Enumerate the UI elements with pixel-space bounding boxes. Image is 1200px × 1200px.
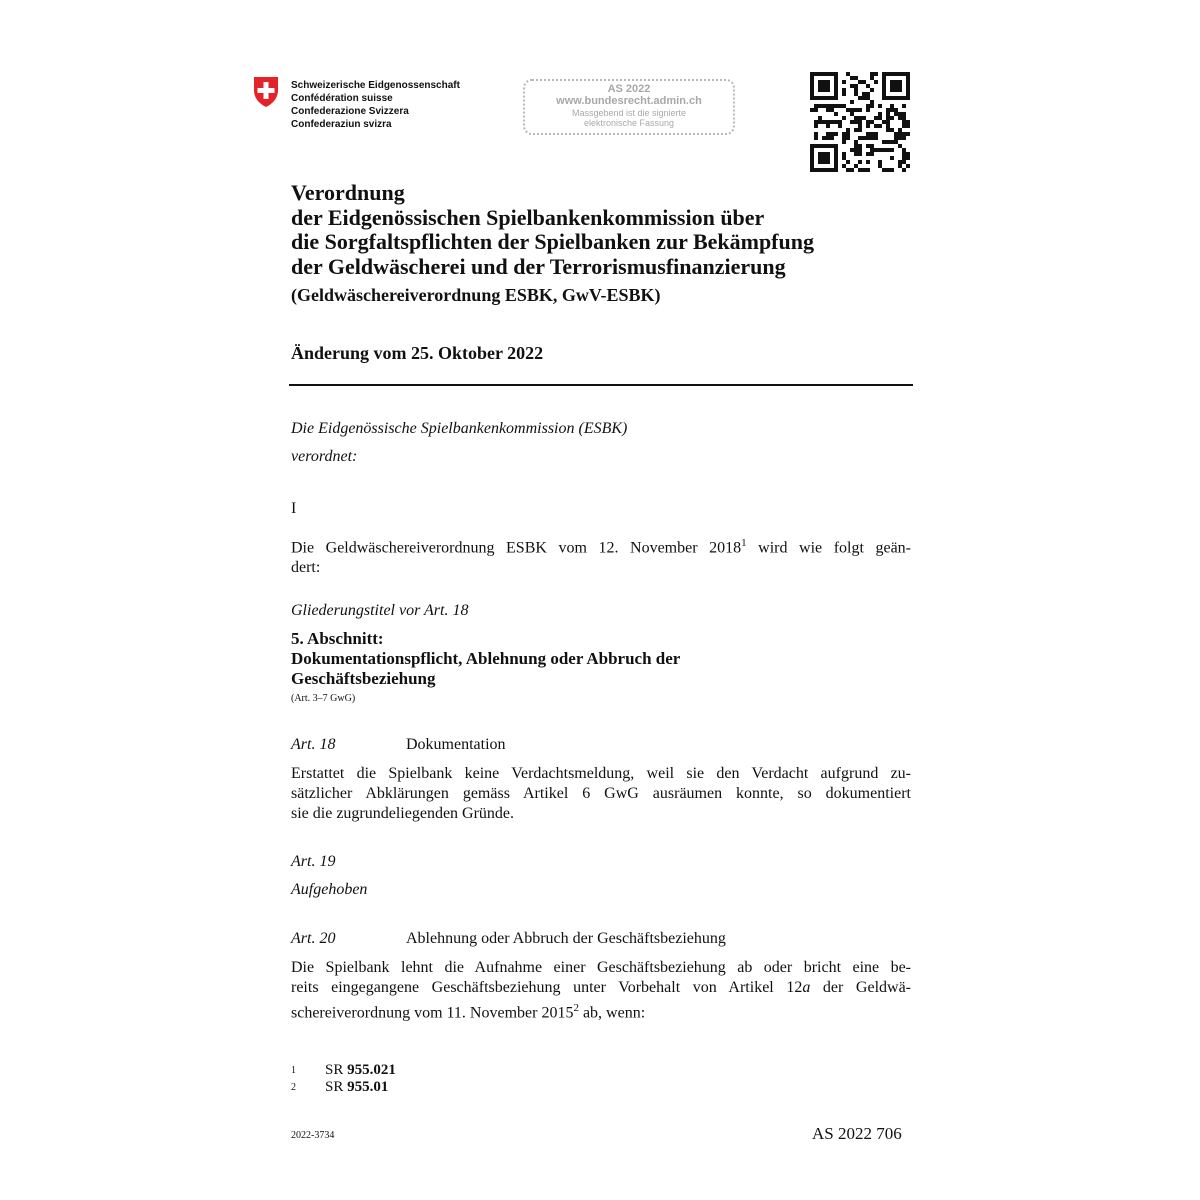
footnote-sr-ref[interactable]: 955.021: [347, 1062, 396, 1078]
article-status: Aufgehoben: [291, 881, 368, 898]
footnote: [291, 1062, 396, 1079]
article-line: [291, 978, 911, 998]
section-heading: [291, 629, 680, 689]
footnote: [291, 1079, 388, 1096]
preamble-line: verordnet:: [291, 448, 358, 465]
as-reference: AS 2022 706: [812, 1124, 902, 1143]
article-text: [291, 764, 911, 824]
stamp-line-1: AS 2022: [607, 83, 651, 95]
org-names: [291, 79, 460, 131]
title-line: der Geldwäscherei und der Terrorismusfinanzierung: [291, 253, 786, 279]
intro-text: Die Geldwäschereiverordnung ESBK vom 12. November 2018: [291, 539, 742, 557]
title-line: Verordnung: [291, 180, 405, 205]
article-heading: [291, 735, 506, 755]
footnote-sr-ref[interactable]: 955.01: [347, 1079, 389, 1095]
org-name-it: Confederazione Svizzera: [291, 106, 409, 117]
footnote-ref[interactable]: 1: [741, 537, 747, 549]
qr-code-icon: [810, 72, 910, 172]
title-line: der Eidgenössischen Spielbankenkommission über: [291, 204, 765, 230]
footnote-prefix: SR: [325, 1062, 348, 1078]
section-heading-line: Dokumentationspflicht, Ablehnung oder Abbruch der: [291, 649, 681, 668]
section-reference: (Art. 3–7 GwG): [291, 693, 356, 704]
amendment-intro: [291, 533, 911, 578]
section-heading-line: Geschäftsbeziehung: [291, 669, 436, 688]
footnote-ref[interactable]: 2: [573, 1002, 579, 1014]
article-title: Dokumentation: [406, 736, 506, 753]
intro-line: [291, 533, 911, 558]
article-line: Die Spielbank lehnt die Aufnahme einer Geschäftsbeziehung ab oder bricht eine be-: [291, 959, 911, 976]
org-name-fr: Confédération suisse: [291, 93, 393, 104]
article-number: Art. 19: [291, 853, 336, 870]
article-number: Art. 20: [291, 930, 336, 947]
stamp-line-3: Massgebend ist die signierte: [571, 108, 687, 118]
article-line: [291, 998, 911, 1023]
part-number: I: [291, 500, 297, 517]
article-number: Art. 18: [291, 736, 336, 753]
article-text-part: a: [802, 979, 811, 996]
stamp-line-2: www.bundesrecht.admin.ch: [556, 95, 702, 107]
preamble-line: Die Eidgenössische Spielbankenkommission (ESBK): [291, 420, 628, 437]
structure-label: Gliederungstitel vor Art. 18: [291, 602, 469, 619]
article-line: Erstattet die Spielbank keine Verdachtsmeldung, weil sie den Verdacht aufgrund zu-: [291, 765, 911, 782]
document-title: [291, 181, 911, 279]
preamble: [291, 415, 911, 471]
title-line: die Sorgfaltspflichten der Spielbanken zur Bekämpfung: [291, 229, 814, 254]
footnote-number: 2: [291, 1082, 296, 1093]
intro-text: wird wie folgt geän-: [746, 539, 911, 557]
publication-stamp: [523, 79, 735, 135]
org-name-de: Schweizerische Eidgenossenschaft: [291, 80, 460, 91]
footnote-prefix: SR: [325, 1079, 348, 1095]
article-text-part: ab, wenn:: [578, 1004, 646, 1022]
article-title: Ablehnung oder Abbruch der Geschäftsbeziehung: [406, 930, 726, 947]
title-divider: [289, 384, 913, 386]
article-text-part: schereiverordnung vom 11. November 2015: [291, 1004, 574, 1022]
intro-line: dert:: [291, 559, 321, 577]
short-title: (Geldwäschereiverordnung ESBK, GwV-ESBK): [291, 285, 661, 305]
stamp-line-4: elektronische Fassung: [583, 118, 675, 128]
article-text: [291, 958, 911, 1023]
document-number: 2022-3734: [291, 1130, 335, 1141]
article-text-part: reits eingegangene Geschäftsbeziehung unter Vorbehalt von Artikel 12: [291, 979, 803, 996]
article-line: sätzlicher Abklärungen gemäss Artikel 6 GwG ausräumen konnte, so dokumentiert: [291, 785, 911, 802]
article-heading: [291, 929, 726, 949]
footnote-number: 1: [291, 1065, 296, 1076]
section-heading-line: 5. Abschnitt:: [291, 629, 384, 648]
org-name-rm: Confederaziun svizra: [291, 119, 392, 130]
swiss-cross-shield-icon: [252, 76, 280, 108]
amendment-date: Änderung vom 25. Oktober 2022: [291, 343, 544, 363]
article-line: sie die zugrundeliegenden Gründe.: [291, 805, 515, 822]
article-text-part: der Geldwä-: [810, 979, 911, 996]
